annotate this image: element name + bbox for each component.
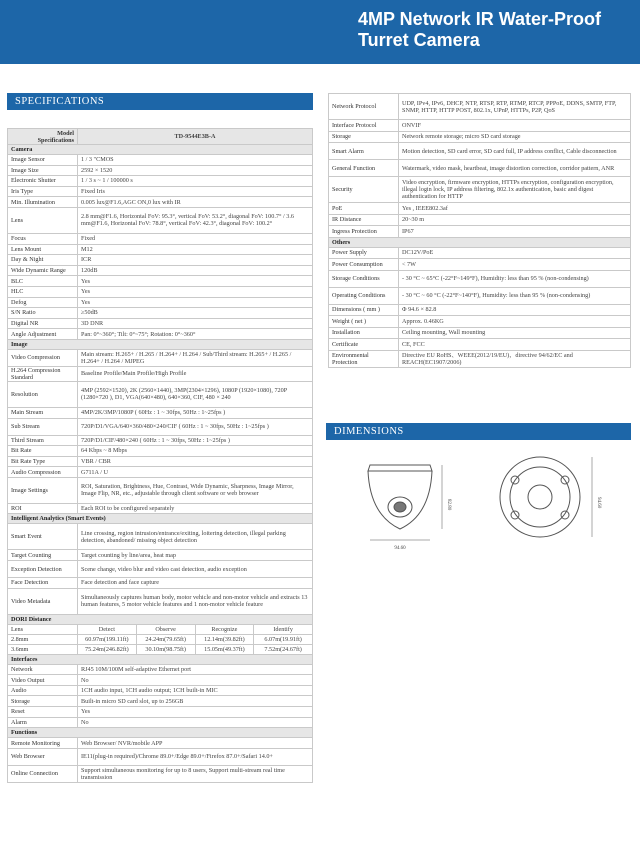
spec-row-environmental-protection — [329, 350, 631, 367]
spec-row-h-264-compression-standard — [8, 366, 313, 381]
spec-label: Operating Conditions — [329, 287, 399, 304]
spec-value: Face detection and face capture — [78, 578, 313, 589]
spec-label: Ingress Protection — [329, 226, 399, 238]
spec-row-ir-distance — [329, 214, 631, 226]
spec-label: Smart Alarm — [329, 143, 399, 160]
spec-label: Lens Mount — [8, 244, 78, 255]
spec-label: Bit Rate — [8, 446, 78, 457]
dori-col-header: Recognize — [195, 624, 254, 634]
spec-label: Weight ( net ) — [329, 316, 399, 328]
spec-label: Angle Adjustment — [8, 329, 78, 340]
spec-row-focus — [8, 233, 313, 244]
spec-row-video-compression — [8, 349, 313, 366]
spec-label: Video Compression — [8, 349, 78, 366]
spec-label: PoE — [329, 203, 399, 215]
group-dori-distance — [8, 614, 313, 624]
spec-row-power-supply — [329, 247, 631, 259]
spec-value: 2592 × 1520 — [78, 165, 313, 176]
spec-row-remote-monitoring — [8, 738, 313, 749]
spec-value: Simultaneously captures human body, motor vehicle and non-motor vehicle and extracts 13 human features, 5 motor vehicle features and 1 non-motor vehicle feature — [78, 588, 313, 614]
spec-value: M12 — [78, 244, 313, 255]
dori-col-header: Lens — [8, 624, 78, 634]
spec-row-lens — [8, 207, 313, 233]
spec-row-online-connection — [8, 765, 313, 782]
group-title: Interfaces — [8, 654, 313, 664]
dori-cell: 7.52m(24.67ft) — [254, 644, 313, 654]
spec-row-operating-conditions — [329, 287, 631, 304]
spec-value: Fixed — [78, 233, 313, 244]
spec-row-video-output — [8, 675, 313, 686]
spec-label: Audio — [8, 685, 78, 696]
spec-label: Interface Protocol — [329, 120, 399, 132]
spec-label: BLC — [8, 276, 78, 287]
spec-value: IE11(plug-in required)/Chrome 89.0+/Edge 89.0+/Firefox 87.0+/Safari 14.0+ — [78, 748, 313, 765]
spec-label: Storage Conditions — [329, 270, 399, 287]
spec-value: 4MP/2K/3MP/1080P ( 60Hz : 1 ~ 30fps, 50Hz : 1~25fps ) — [78, 407, 313, 418]
spec-row-sub-stream — [8, 418, 313, 435]
spec-row-reset — [8, 707, 313, 718]
spec-value: ONVIF — [399, 120, 631, 132]
dori-col-header: Detect — [78, 624, 137, 634]
spec-row-electronic-shutter — [8, 176, 313, 187]
spec-label: Sub Stream — [8, 418, 78, 435]
spec-row-general-function — [329, 160, 631, 177]
spec-label: Iris Type — [8, 186, 78, 197]
spec-value: Ceiling mounting, Wall mounting — [399, 327, 631, 339]
spec-row-network — [8, 664, 313, 675]
spec-value: 2.8 mm@F1.6, Horizontal FoV: 95.3°, vertical FoV: 53.2°, diagonal FoV: 100.7° / 3.6 mm@F1.6, Horizontal FoV: 78.8°, vertical FoV: 42.3°, diagonal FoV: 100.2° — [78, 207, 313, 233]
spec-label: Web Browser — [8, 748, 78, 765]
dimensions-heading: DIMENSIONS — [326, 423, 631, 440]
model-label-bottom: Specifications — [37, 136, 74, 144]
dori-cell: 6.07m(19.91ft) — [254, 634, 313, 644]
spec-label: Image Sensor — [8, 155, 78, 166]
dori-cell: 30.10m(98.75ft) — [136, 644, 195, 654]
spec-row-main-stream — [8, 407, 313, 418]
spec-row-power-consumption — [329, 259, 631, 271]
group-title: Image — [8, 339, 313, 349]
spec-label: Remote Monitoring — [8, 738, 78, 749]
spec-label: Electronic Shutter — [8, 176, 78, 187]
spec-label: Network — [8, 664, 78, 675]
spec-row-interface-protocol — [329, 120, 631, 132]
spec-value: VBR / CBR — [78, 456, 313, 467]
spec-label: HLC — [8, 286, 78, 297]
dori-cell: 75.24m(246.82ft) — [78, 644, 137, 654]
spec-label: Power Supply — [329, 247, 399, 259]
spec-row-certificate — [329, 339, 631, 351]
group-title: Others — [329, 237, 631, 247]
title-line-2: Turret Camera — [358, 30, 480, 50]
spec-row-poe — [329, 203, 631, 215]
spec-value: No — [78, 675, 313, 686]
spec-label: Bit Rate Type — [8, 456, 78, 467]
spec-row-audio — [8, 685, 313, 696]
spec-value: IP67 — [399, 226, 631, 238]
title-line-1: 4MP Network IR Water-Proof — [358, 9, 602, 29]
spec-label: Wide Dynamic Range — [8, 265, 78, 276]
left-spec-table — [7, 128, 313, 783]
spec-value: Built-in micro SD card slot, up to 256GB — [78, 696, 313, 707]
spec-row-blc — [8, 276, 313, 287]
spec-label: General Function — [329, 160, 399, 177]
spec-row-resolution — [8, 381, 313, 407]
spec-label: Image Size — [8, 165, 78, 176]
spec-label: Storage — [8, 696, 78, 707]
spec-row-image-size — [8, 165, 313, 176]
spec-value: Yes — [78, 286, 313, 297]
spec-value: 1CH audio input, 1CH audio output; 1CH built-in MIC — [78, 685, 313, 696]
spec-value: Main stream: H.265+ / H.265 / H.264+ / H.264 / Sub/Third stream: H.265+ / H.265 / H.264+ / H.264 / MJPEG — [78, 349, 313, 366]
dori-cell: 3.6mm — [8, 644, 78, 654]
spec-row-bit-rate — [8, 446, 313, 457]
model-label — [8, 129, 78, 145]
spec-row-target-counting — [8, 550, 313, 561]
dori-row — [8, 634, 313, 644]
spec-row-face-detection — [8, 578, 313, 589]
dori-col-header: Observe — [136, 624, 195, 634]
spec-row-s-n-ratio — [8, 308, 313, 319]
spec-row-third-stream — [8, 435, 313, 446]
right-spec-table — [328, 93, 631, 368]
spec-label: Certificate — [329, 339, 399, 351]
spec-value: Each ROI to be configured separately — [78, 503, 313, 514]
spec-row-ingress-protection — [329, 226, 631, 238]
spec-value: Pan: 0°~360°; Tilt: 0°~75°; Rotation: 0°~360° — [78, 329, 313, 340]
model-header-row — [8, 129, 313, 145]
spec-value: Yes — [78, 297, 313, 308]
model-label-top: Model — [57, 129, 74, 137]
spec-label: Security — [329, 177, 399, 203]
spec-row-min-illumination — [8, 197, 313, 208]
width-dimension-label: 94.60 — [394, 546, 406, 551]
spec-value: ≥50dB — [78, 308, 313, 319]
spec-value: 20~30 m — [399, 214, 631, 226]
spec-row-exception-detection — [8, 561, 313, 578]
spec-value: ROI, Saturation, Brightness, Hue, Contrast, Wide Dynamic, Sharpness, Image Mirror, Image Flip, NR, etc., adjustable through client software or web browser — [78, 477, 313, 503]
spec-label: Target Counting — [8, 550, 78, 561]
dori-cell: 12.14m(39.82ft) — [195, 634, 254, 644]
spec-label: Installation — [329, 327, 399, 339]
spec-row-storage — [8, 696, 313, 707]
spec-row-installation — [329, 327, 631, 339]
group-others — [329, 237, 631, 247]
spec-value: Web Browser/ NVR/mobile APP — [78, 738, 313, 749]
spec-label: Lens — [8, 207, 78, 233]
spec-value: CE, FCC — [399, 339, 631, 351]
product-title — [358, 9, 618, 51]
spec-row-network-protocol — [329, 94, 631, 120]
spec-value: Line crossing, region intrusion/entrance/exiting, loitering detection, illegal parking detection, abandoned/ missing object detection — [78, 524, 313, 550]
spec-label: Image Settings — [8, 477, 78, 503]
spec-label: Min. Illumination — [8, 197, 78, 208]
spec-row-alarm — [8, 717, 313, 728]
spec-value: Network remote storage; micro SD card storage — [399, 131, 631, 143]
spec-label: Power Consumption — [329, 259, 399, 271]
dori-row — [8, 644, 313, 654]
spec-value: 3D DNR — [78, 318, 313, 329]
spec-label: Digital NR — [8, 318, 78, 329]
spec-value: Support simultaneous monitoring for up to 8 users, Support multi-stream real time transmission — [78, 765, 313, 782]
spec-value: Yes — [78, 276, 313, 287]
spec-label: Video Metadata — [8, 588, 78, 614]
spec-value: Watermark, video mask, heartbeat, image distortion correction, corridor pattern, ANR — [399, 160, 631, 177]
spec-label: Third Stream — [8, 435, 78, 446]
spec-value: Yes , IEEE802.3af — [399, 203, 631, 215]
spec-row-day-night — [8, 255, 313, 266]
spec-value: 4MP (2592×1520), 2K (2560×1440), 3MP(2304×1296), 1080P (1920×1080), 720P (1280×720 ), D1, VGA(640×480), 640×360, CIF, 480 × 240 — [78, 381, 313, 407]
dori-cell: 60.97m(199.11ft) — [78, 634, 137, 644]
spec-value: 720P/D1/VGA/640×360/480×240/CIF ( 60Hz : 1 ~ 30fps, 50Hz : 1~25fps ) — [78, 418, 313, 435]
spec-value: Yes — [78, 707, 313, 718]
spec-row-audio-compression — [8, 467, 313, 478]
spec-value: 64 Kbps ~ 8 Mbps — [78, 446, 313, 457]
side-view-drawing — [368, 465, 442, 540]
spec-value: Baseline Profile/Main Profile/High Profile — [78, 366, 313, 381]
spec-value: < 7W — [399, 259, 631, 271]
dori-cell: 2.8mm — [8, 634, 78, 644]
group-intelligent-analytics-smart-events — [8, 514, 313, 524]
spec-value: Approx. 0.46KG — [399, 316, 631, 328]
group-title: Intelligent Analytics (Smart Events) — [8, 514, 313, 524]
spec-value: Target counting by line/area, heat map — [78, 550, 313, 561]
group-title: Camera — [8, 145, 313, 155]
group-image — [8, 339, 313, 349]
spec-row-image-settings — [8, 477, 313, 503]
spec-value: 1 / 3 "CMOS — [78, 155, 313, 166]
spec-label: Storage — [329, 131, 399, 143]
dimension-drawings — [330, 445, 632, 555]
spec-label: Main Stream — [8, 407, 78, 418]
base-view-drawing — [500, 457, 592, 537]
spec-label: IR Distance — [329, 214, 399, 226]
spec-value: - 30 °C ~ 60 °C (-22°F~140°F), Humidity: less than 95 % (non-condensing) — [399, 287, 631, 304]
spec-row-weight-net — [329, 316, 631, 328]
spec-label: S/N Ratio — [8, 308, 78, 319]
spec-label: Online Connection — [8, 765, 78, 782]
spec-value: Video encryption, firmware encryption, HTTPs encryption, configuration encryption, illegal login lock, IP address filtering, 802.1x authentication, basic and digest authentication for HTTP — [399, 177, 631, 203]
spec-row-iris-type — [8, 186, 313, 197]
spec-row-lens-mount — [8, 244, 313, 255]
spec-row-web-browser — [8, 748, 313, 765]
spec-label: Audio Compression — [8, 467, 78, 478]
spec-label: Defog — [8, 297, 78, 308]
spec-row-bit-rate-type — [8, 456, 313, 467]
base-dimension-label: 94.60 — [596, 497, 601, 509]
spec-row-wide-dynamic-range — [8, 265, 313, 276]
title-banner — [0, 0, 640, 64]
specifications-heading: SPECIFICATIONS — [7, 93, 313, 110]
spec-value: Directive EU RoHS、WEEE(2012/19/EU)，directive 94/62/EC and REACH(EC1907/2006) — [399, 350, 631, 367]
group-interfaces — [8, 654, 313, 664]
spec-row-dimensions-mm — [329, 304, 631, 316]
spec-value: RJ45 10M/100M self-adaptive Ethernet port — [78, 664, 313, 675]
spec-label: Smart Event — [8, 524, 78, 550]
spec-label: Alarm — [8, 717, 78, 728]
height-dimension-label: 82.80 — [446, 499, 451, 511]
spec-label: Exception Detection — [8, 561, 78, 578]
spec-label: Face Detection — [8, 578, 78, 589]
spec-value: G711A / U — [78, 467, 313, 478]
spec-value: Scene change, video blur and video cast detection, audio exception — [78, 561, 313, 578]
spec-row-angle-adjustment — [8, 329, 313, 340]
spec-label: Dimensions ( mm ) — [329, 304, 399, 316]
spec-value: Motion detection, SD card error, SD card full, IP address conflict, Cable disconnection — [399, 143, 631, 160]
spec-value: ICR — [78, 255, 313, 266]
spec-value: 0.005 lux@F1.6,AGC ON,0 lux with IR — [78, 197, 313, 208]
spec-label: Video Output — [8, 675, 78, 686]
spec-row-smart-alarm — [329, 143, 631, 160]
spec-row-roi — [8, 503, 313, 514]
spec-label: Resolution — [8, 381, 78, 407]
spec-row-smart-event — [8, 524, 313, 550]
dori-cell: 15.05m(49.37ft) — [195, 644, 254, 654]
spec-value: - 30 °C ~ 65°C (-22°F~149°F), Humidity: less than 95 % (non-condensing) — [399, 270, 631, 287]
spec-value: 1 / 3 s ~ 1 / 100000 s — [78, 176, 313, 187]
spec-value: Φ 94.6 × 82.8 — [399, 304, 631, 316]
spec-row-hlc — [8, 286, 313, 297]
spec-label: Focus — [8, 233, 78, 244]
spec-label: Network Protocol — [329, 94, 399, 120]
spec-value: 720P/D1/CIF/480×240 ( 60Hz : 1 ~ 30fps, 50Hz : 1~25fps ) — [78, 435, 313, 446]
spec-label: Environmental Protection — [329, 350, 399, 367]
group-camera — [8, 145, 313, 155]
model-number: TD-9544E3B-A — [78, 129, 313, 145]
dori-header-row — [8, 624, 313, 634]
dori-col-header: Identify — [254, 624, 313, 634]
spec-value: Fixed Iris — [78, 186, 313, 197]
group-functions — [8, 728, 313, 738]
spec-label: ROI — [8, 503, 78, 514]
spec-row-video-metadata — [8, 588, 313, 614]
spec-value: 120dB — [78, 265, 313, 276]
spec-label: Reset — [8, 707, 78, 718]
spec-value: DC12V/PoE — [399, 247, 631, 259]
group-title: Functions — [8, 728, 313, 738]
spec-value: No — [78, 717, 313, 728]
spec-label: Day & Night — [8, 255, 78, 266]
spec-row-digital-nr — [8, 318, 313, 329]
spec-row-defog — [8, 297, 313, 308]
spec-row-image-sensor — [8, 155, 313, 166]
group-title: DORI Distance — [8, 614, 313, 624]
spec-label: H.264 Compression Standard — [8, 366, 78, 381]
dori-cell: 24.24m(79.65ft) — [136, 634, 195, 644]
spec-row-storage — [329, 131, 631, 143]
spec-row-security — [329, 177, 631, 203]
spec-row-storage-conditions — [329, 270, 631, 287]
spec-value: UDP, IPv4, IPv6, DHCP, NTP, RTSP, RTP, RTMP, RTCP, PPPoE, DDNS, SMTP, FTP, SNMP, HTTP, HTTP POST, 802.1x, UPnP, HTTPs, P2P, QoS — [399, 94, 631, 120]
